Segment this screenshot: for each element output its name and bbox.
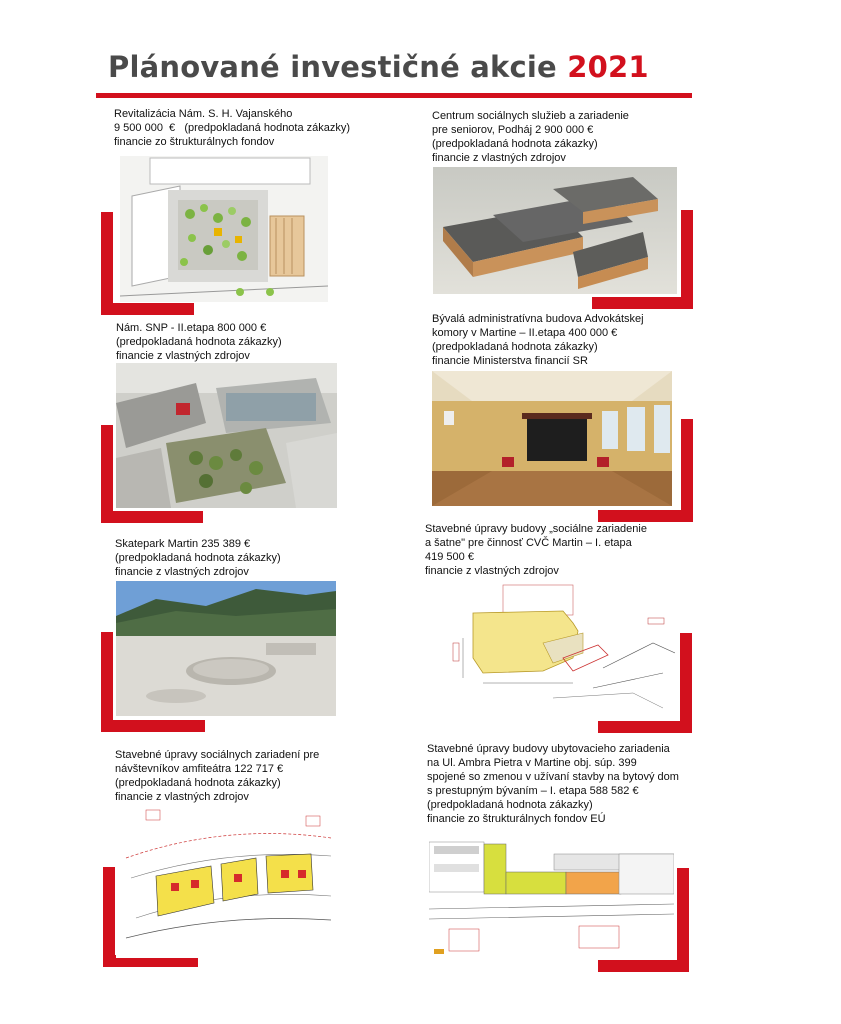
floor-plan-image — [433, 583, 675, 720]
page-title — [108, 50, 649, 84]
aerial-render-drawing — [116, 363, 337, 508]
hall-interior-drawing — [432, 371, 672, 506]
red-accent-vertical — [101, 632, 113, 732]
title-underline — [96, 93, 692, 98]
red-accent-horizontal — [101, 720, 205, 732]
red-accent-horizontal — [598, 510, 693, 522]
red-accent-vertical — [680, 633, 692, 733]
item-caption-2: Centrum sociálnych služieb a zariadenie pre seniorov, Podháj 2 900 000 € (predpokladaná hodnota zákazky) financie z vlastných zdrojov — [432, 110, 629, 164]
aerial-render-image — [116, 363, 337, 508]
red-accent-horizontal — [592, 297, 693, 309]
red-accent-horizontal — [101, 303, 194, 315]
item-caption-6: Stavebné úpravy budovy „sociálne zariadenie a šatne" pre činnosť CVČ Martin – I. etapa 419 500 € financie z vlastných zdrojov — [425, 523, 647, 577]
red-accent-horizontal — [101, 511, 203, 523]
red-accent-horizontal — [598, 721, 692, 733]
red-accent-horizontal — [598, 960, 689, 972]
site-plan-image — [120, 156, 328, 302]
red-accent-vertical — [677, 868, 689, 972]
building-plan-image — [429, 834, 674, 959]
building-plan-drawing — [429, 834, 674, 959]
item-caption-4: Bývalá administratívna budova Advokátskej komory v Martine – II.etapa 400 000 € (predpokladaná hodnota zákazky) financie Ministerstva financií SR — [432, 313, 644, 367]
hall-interior-image — [432, 371, 672, 506]
title-text: Plánované investičné akcie — [108, 50, 568, 84]
title-year: 2021 — [567, 50, 649, 84]
red-accent-vertical — [681, 210, 693, 309]
skatepark-image — [116, 581, 336, 716]
amphitheatre-plan-image — [116, 808, 338, 958]
building-render-drawing — [433, 167, 677, 294]
red-accent-vertical — [681, 419, 693, 522]
item-caption-1: Revitalizácia Nám. S. H. Vajanského 9 500 000 € (predpokladaná hodnota zákazky) financie zo štrukturálnych fondov — [114, 108, 351, 148]
amphitheatre-plan-drawing — [116, 808, 338, 958]
building-render-image — [433, 167, 677, 294]
site-plan-drawing — [120, 156, 328, 302]
red-accent-vertical — [103, 867, 115, 967]
item-caption-7: Stavebné úpravy sociálnych zariadení pre návštevníkov amfiteátra 122 717 € (predpokladaná hodnota zákazky) financie z vlastných zdrojov — [115, 749, 320, 803]
item-caption-8: Stavebné úpravy budovy ubytovacieho zariadenia na Ul. Ambra Pietra v Martine obj. súp. 399 spojené so zmenou v užívaní stavby na bytový dom s prestupným bývaním – I. etapa 588 582 € (predpokladaná hodnota zákazky) financie zo štrukturálnych fondov EÚ — [427, 743, 679, 825]
red-accent-vertical — [101, 425, 113, 523]
item-caption-5: Skatepark Martin 235 389 € (predpokladaná hodnota zákazky) financie z vlastných zdrojov — [115, 538, 281, 578]
item-caption-3: Nám. SNP - II.etapa 800 000 € (predpokladaná hodnota zákazky) financie z vlastných zdrojov — [116, 322, 282, 362]
red-accent-vertical — [101, 212, 113, 315]
skatepark-drawing — [116, 581, 336, 716]
floor-plan-drawing — [433, 583, 675, 720]
